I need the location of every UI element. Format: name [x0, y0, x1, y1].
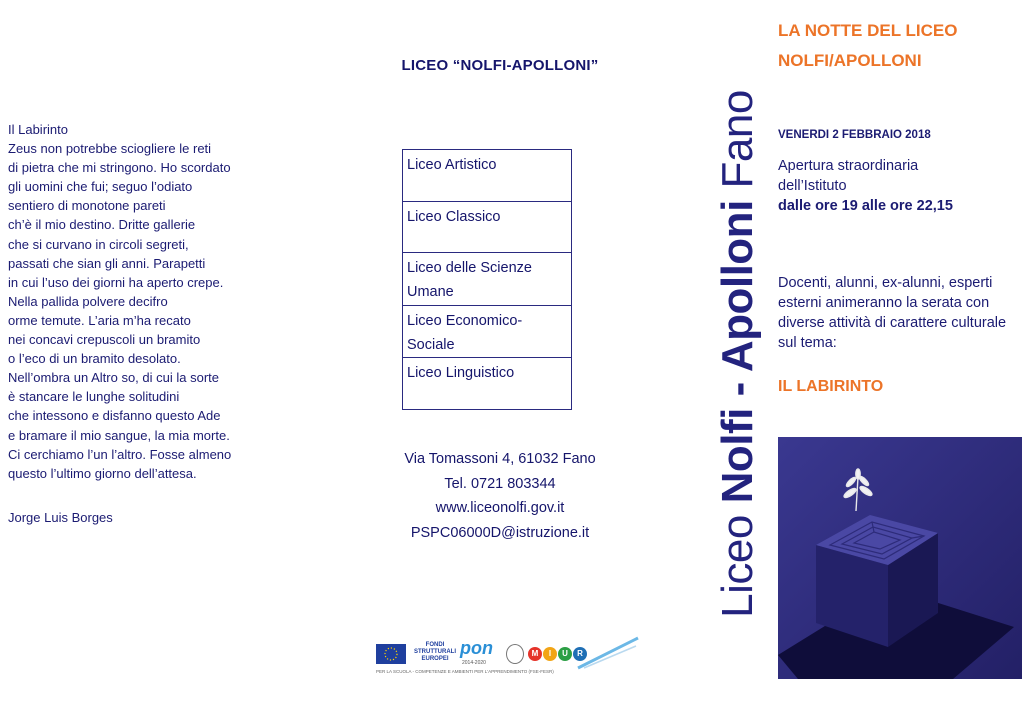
poem-line: Nell’ombra un Altro so, di cui la sorte	[8, 370, 219, 386]
opening-hours-text: dalle ore 19 alle ore 22,15	[778, 198, 953, 214]
spine-part: Liceo	[713, 502, 762, 618]
pon-logo: pon	[460, 638, 493, 658]
poem-line: gli uomini che fui; seguo l’odiato	[8, 179, 193, 195]
event-opening	[778, 156, 1018, 216]
phone-text: Tel. 0721 803344	[444, 475, 556, 492]
poem-line: e bramare il mio sangue, la mia morte.	[8, 427, 230, 443]
logos-caption: PER LA SCUOLA - COMPETENZE E AMBIENTI PER L'APPRENDIMENTO (FSE-FESR)	[376, 669, 554, 674]
website-link[interactable]: www.liceonolfi.gov.it	[435, 500, 565, 517]
course-item: Liceo Artistico	[403, 150, 571, 202]
spine-text	[713, 90, 763, 618]
miur-letter: M	[528, 647, 542, 661]
email-link[interactable]: PSPC06000D@istruzione.it	[410, 524, 590, 541]
poem-line: in cui l’uso dei giorni ha aperto crepe.	[8, 274, 224, 290]
spine-part-bold: Nolfi - Apolloni	[713, 199, 762, 503]
poem-line: orme temute. L’aria m’ha recato	[8, 312, 191, 328]
poem-line: o l’eco di un bramito desolato.	[8, 351, 181, 367]
course-item: Liceo Linguistico	[407, 365, 515, 381]
courses-list	[402, 149, 572, 410]
fondi-logo: FONDI STRUTTURALI EUROPEI	[414, 642, 456, 662]
miur-letter: I	[543, 647, 557, 661]
poem-line: nei concavi crepuscoli un bramito	[8, 332, 201, 348]
poem-text	[8, 120, 278, 483]
opening-line: Apertura straordinaria	[778, 158, 919, 174]
event-title-line: LA NOTTE DEL LICEO	[778, 21, 958, 40]
poem-line: di pietra che mi stringono. Ho scordato	[8, 160, 231, 176]
swoosh-icon	[576, 636, 640, 670]
course-item: Liceo delle Scienze Umane	[403, 253, 571, 306]
spine-title	[703, 0, 773, 707]
school-title: LICEO “NOLFI-APOLLONI”	[401, 57, 599, 74]
poem-line: sentiero di monotone pareti	[8, 198, 166, 214]
funding-logos	[376, 636, 642, 678]
event-description: Docenti, alunni, ex-alunni, esperti esterni animeranno la serata con diverse attività di carattere culturale sul tema:	[778, 275, 1007, 351]
pon-years: 2014-2020	[462, 660, 486, 666]
poem-line: questo l’ultimo giorno dell’attesa.	[8, 465, 197, 481]
event-theme: IL LABIRINTO	[778, 378, 884, 395]
poem-line: è stancare le lunghe solitudini	[8, 389, 180, 405]
event-title-line: NOLFI/APOLLONI	[778, 51, 922, 70]
contact-info	[340, 447, 660, 545]
poem-line: Nella pallida polvere decifro	[8, 293, 168, 309]
poem-line: Zeus non potrebbe sciogliere le reti	[8, 141, 212, 157]
course-item: Liceo Classico	[403, 202, 571, 253]
address-text: Via Tomassoni 4, 61032 Fano	[404, 451, 596, 467]
spine-part: Fano	[713, 89, 762, 200]
poem-line: che si curvano in circoli segreti,	[8, 236, 189, 252]
course-item: Liceo Economico-Sociale	[403, 306, 571, 358]
event-date: VENERDI 2 FEBBRAIO 2018	[778, 129, 931, 141]
labyrinth-illustration	[778, 437, 1022, 679]
event-title	[778, 16, 957, 76]
poem-line: che intessono e disfanno questo Ade	[8, 408, 221, 424]
opening-hours	[778, 196, 1018, 216]
poem-line: passati che sian gli anni. Parapetti	[8, 255, 206, 271]
opening-line: dell’Istituto	[778, 178, 847, 194]
miur-letter: U	[558, 647, 572, 661]
poem-line: Il Labirinto	[8, 122, 68, 137]
poem-line: Ci cerchiamo l’un l’altro. Fosse almeno	[8, 446, 232, 462]
poem-line: ch’è il mio destino. Dritte gallerie	[8, 217, 196, 233]
poem-author: Jorge Luis Borges	[8, 510, 113, 525]
eu-flag-icon	[376, 644, 406, 664]
miur-letter: R	[573, 647, 587, 661]
republic-seal-icon	[506, 644, 524, 664]
